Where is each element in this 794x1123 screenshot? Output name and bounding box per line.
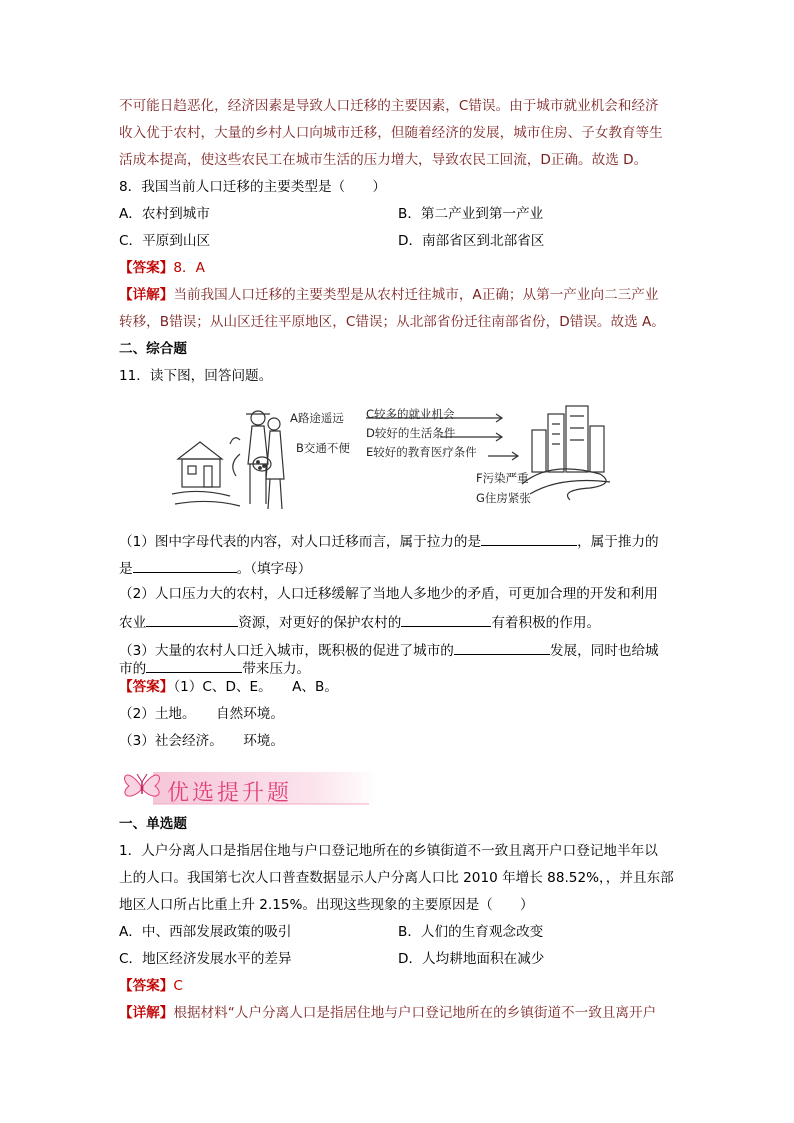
- butterfly-icon: [119, 762, 165, 808]
- q8-detail-2: 转移，B错误；从山区迁往平原地区，C错误；从北部省份迁往南部省份，D错误。故选 A。: [119, 314, 665, 330]
- q1-option-a: A．中、西部发展政策的吸引: [119, 924, 292, 940]
- figure-label-f: F污染严重: [476, 471, 529, 485]
- q11-part2-text-c: 资源，对更好的保护农村的: [238, 615, 402, 631]
- q11-part3-line2: [119, 658, 310, 678]
- text-line: 活成本提高，使这些农民工在城市生活的压力增大，导致农民工回流，D正确。故选 D。: [119, 152, 648, 168]
- detail-tag: 【详解】: [119, 1005, 174, 1021]
- q11-part3-text-b: 发展，同时也给城: [549, 643, 659, 659]
- answer-tag: 【答案】: [119, 679, 174, 695]
- question-1-stem-1: 1．人户分离人口是指居住地与户口登记地所在的乡镇街道不一致且离开户口登记地半年以: [119, 843, 658, 859]
- figure-label-d: D较好的生活条件: [366, 426, 456, 440]
- migration-illustration: [170, 404, 620, 519]
- q8-options-row-1: [119, 205, 210, 223]
- q11-part1-text: （1）图中字母代表的内容，对人口迁移而言，属于拉力的是: [119, 534, 482, 550]
- figure-label-c: C较多的就业机会: [366, 407, 455, 421]
- answer-tag: 【答案】: [119, 978, 174, 994]
- q11-answer-1: [119, 678, 338, 696]
- figure-label-b: B交通不便: [296, 441, 350, 455]
- detail-tag: 【详解】: [119, 287, 174, 303]
- q11-part1-text-d: 。（填字母）: [236, 561, 312, 577]
- question-11-stem: 11．读下图，回答问题。: [119, 368, 273, 384]
- answer-blank[interactable]: [454, 640, 550, 655]
- q1-option-d: D．人均耕地面积在减少: [398, 951, 545, 967]
- banner-title: 优选提升题: [167, 781, 293, 806]
- q11-part3-text-d: 带来压力。: [242, 661, 311, 677]
- figure-label-g: G住房紧张: [476, 491, 531, 505]
- answer-blank[interactable]: [133, 558, 237, 573]
- q11-part1-text-c: 是: [119, 561, 133, 577]
- q11-part2-line1: （2）人口压力大的农村，人口迁移缓解了当地人多地少的矛盾，可更加合理的开发和利用: [119, 586, 658, 602]
- answer-value: C: [173, 978, 183, 994]
- q8-option-b: B．第二产业到第一产业: [398, 206, 544, 222]
- section-banner: [119, 762, 379, 812]
- detail-text: 根据材料“人户分离人口是指居住地与户口登记地所在的乡镇街道不一致且离开户: [173, 1005, 657, 1021]
- q11-answer-2: （2）土地。 自然环境。: [119, 706, 284, 722]
- q8-option-d: D．南部省区到北部省区: [398, 233, 545, 249]
- q1-option-b: B．人们的生育观念改变: [398, 924, 544, 940]
- section-heading: 二、综合题: [119, 341, 187, 357]
- q11-part1-text-b: ，属于推力的: [577, 534, 659, 550]
- q11-part3-line1: [119, 640, 659, 660]
- q11-part1-line1: [119, 531, 659, 551]
- q11-part2-text-b: 农业: [119, 615, 147, 631]
- answer-blank[interactable]: [146, 658, 242, 673]
- answer-value: 8．A: [173, 260, 205, 276]
- q8-option-a: A．农村到城市: [119, 206, 210, 222]
- q1-detail-1: [119, 1004, 656, 1022]
- q1-answer: [119, 977, 183, 995]
- section-heading: 一、单选题: [119, 816, 187, 832]
- answer-value: （1）C、D、E。 A、B。: [173, 679, 338, 695]
- answer-blank[interactable]: [146, 612, 238, 627]
- figure-label-e: E较好的教育医疗条件: [366, 445, 477, 459]
- q11-part1-line2: [119, 558, 311, 578]
- answer-tag: 【答案】: [119, 260, 174, 276]
- q8-answer: [119, 259, 205, 277]
- question-1-stem-2: 上的人口。我国第七次人口普查数据显示人户分离人口比 2010 年增长 88.52%，，并且东部: [119, 870, 674, 886]
- answer-blank[interactable]: [401, 612, 491, 627]
- detail-text: 当前我国人口迁移的主要类型是从农村迁往城市，A正确；从第一产业向二三产业: [173, 287, 659, 303]
- q11-part3-text-c: 市的: [119, 661, 147, 677]
- q11-part3-text-a: （3）大量的农村人口迁入城市，既积极的促进了城市的: [119, 643, 454, 659]
- q8-detail-1: [119, 286, 658, 304]
- q11-part2-text-d: 有着积极的作用。: [491, 615, 601, 631]
- question-1-stem-3: 地区人口所占比重上升 2.15%。出现这些现象的主要原因是（ ）: [119, 897, 534, 913]
- q1-option-c: C．地区经济发展水平的差异: [119, 951, 292, 967]
- answer-blank[interactable]: [481, 531, 577, 546]
- q11-part2-line2: [119, 612, 600, 632]
- q8-option-c: C．平原到山区: [119, 233, 211, 249]
- text-line: 不可能日趋恶化，经济因素是导致人口迁移的主要因素，C错误。由于城市就业机会和经济: [119, 98, 659, 114]
- figure-label-a: A路途遥远: [290, 411, 344, 425]
- question-8-stem: 8．我国当前人口迁移的主要类型是（ ）: [119, 179, 386, 195]
- text-line: 收入优于农村，大量的乡村人口向城市迁移，但随着经济的发展，城市住房、子女教育等生: [119, 125, 663, 141]
- q11-answer-3: （3）社会经济。 环境。: [119, 733, 284, 749]
